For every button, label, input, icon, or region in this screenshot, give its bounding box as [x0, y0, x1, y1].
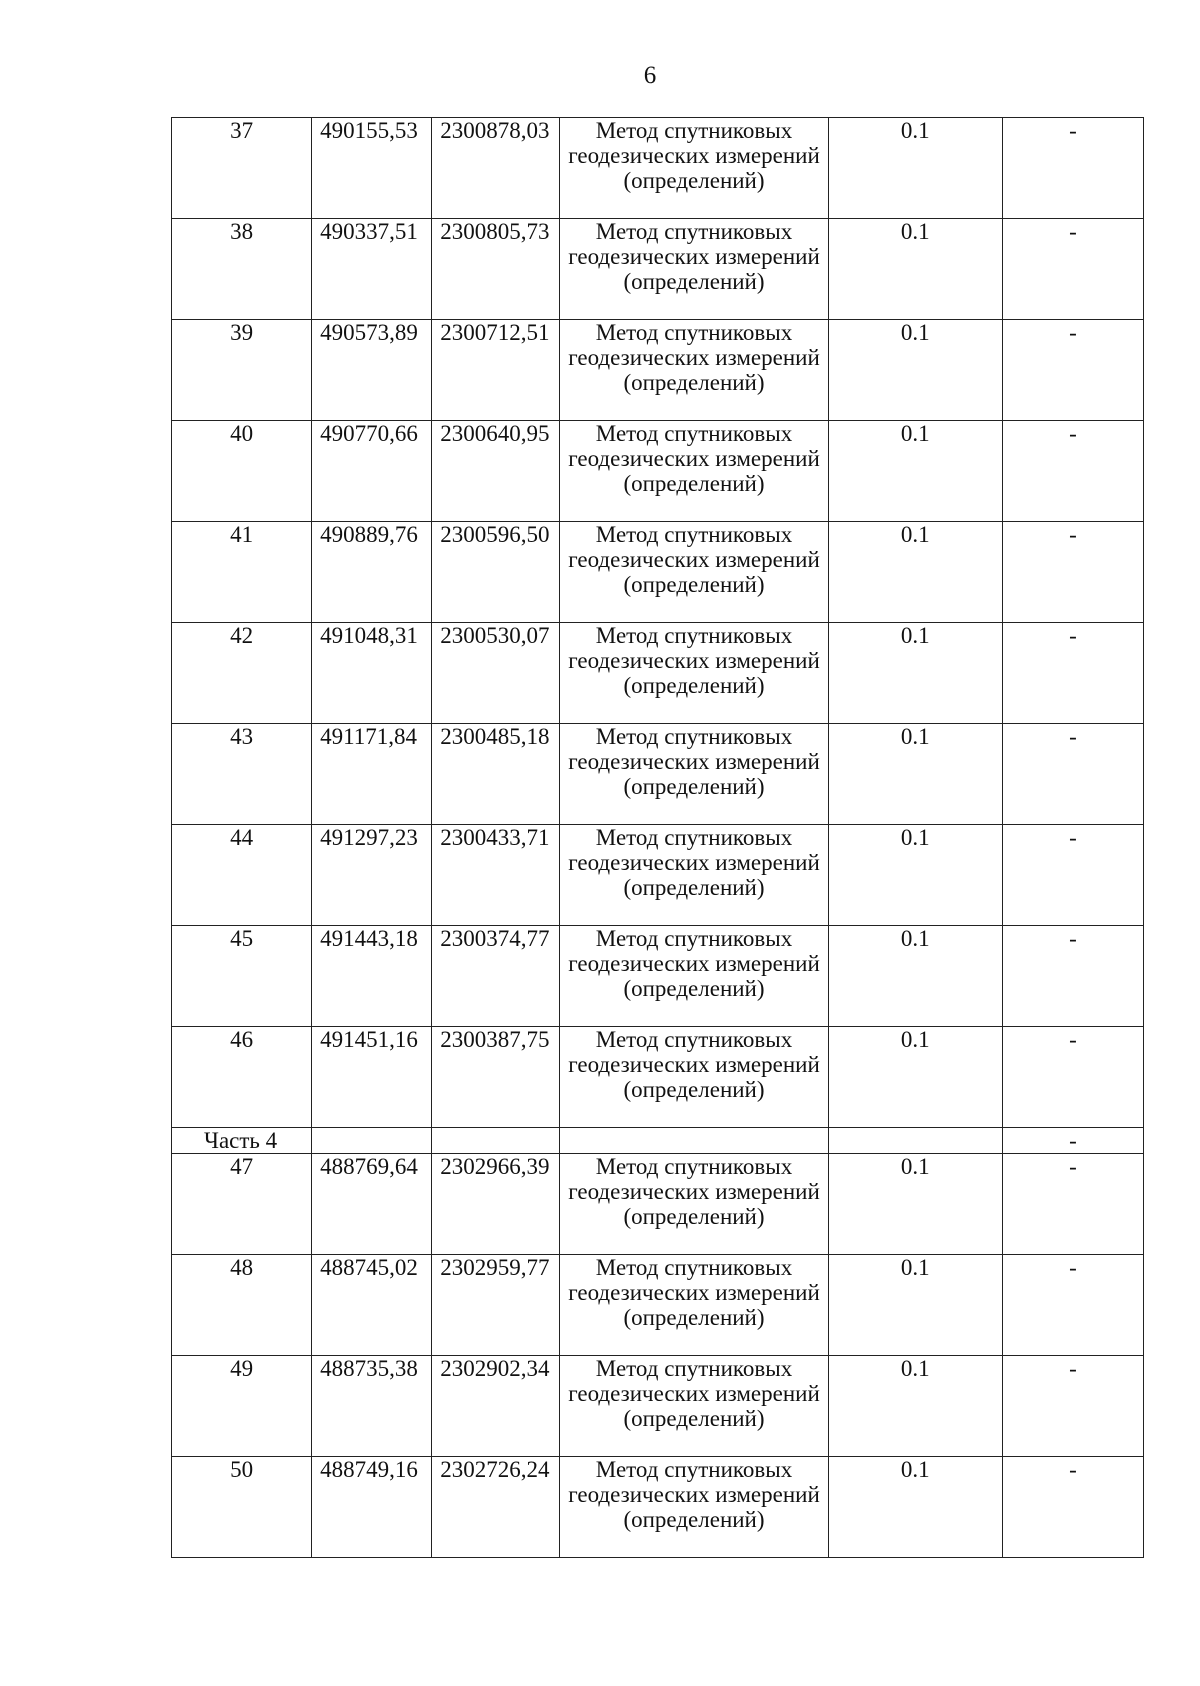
accuracy-cell: 0.1 — [828, 421, 1002, 522]
x-coordinate-cell: 488745,02 — [312, 1255, 432, 1356]
note-cell: - — [1002, 522, 1143, 623]
point-number-cell: 40 — [172, 421, 312, 522]
note-cell: - — [1002, 118, 1143, 219]
x-coordinate-cell: 490155,53 — [312, 118, 432, 219]
method-cell: Метод спутниковых геодезических измерений (определений) — [560, 118, 828, 219]
y-coordinate-cell: 2300712,51 — [432, 320, 560, 421]
point-number-cell: 38 — [172, 219, 312, 320]
x-coordinate-cell: 488769,64 — [312, 1154, 432, 1255]
table-row — [172, 1255, 1144, 1356]
table-row — [172, 1154, 1144, 1255]
accuracy-cell: 0.1 — [828, 1457, 1002, 1558]
x-coordinate-cell: 491048,31 — [312, 623, 432, 724]
y-coordinate-cell: 2300485,18 — [432, 724, 560, 825]
table-row — [172, 118, 1144, 219]
table-row — [172, 219, 1144, 320]
note-cell: - — [1002, 623, 1143, 724]
x-coordinate-cell: 488749,16 — [312, 1457, 432, 1558]
empty-cell — [432, 1128, 560, 1154]
method-cell: Метод спутниковых геодезических измерений (определений) — [560, 623, 828, 724]
method-cell: Метод спутниковых геодезических измерений (определений) — [560, 825, 828, 926]
note-cell: - — [1002, 219, 1143, 320]
table-row — [172, 825, 1144, 926]
accuracy-cell: 0.1 — [828, 1356, 1002, 1457]
x-coordinate-cell: 488735,38 — [312, 1356, 432, 1457]
table-row — [172, 623, 1144, 724]
accuracy-cell: 0.1 — [828, 522, 1002, 623]
note-cell: - — [1002, 320, 1143, 421]
point-number-cell: 39 — [172, 320, 312, 421]
y-coordinate-cell: 2300805,73 — [432, 219, 560, 320]
page-number: 6 — [643, 62, 657, 89]
note-cell: - — [1002, 421, 1143, 522]
point-number-cell: 48 — [172, 1255, 312, 1356]
point-number-cell: 45 — [172, 926, 312, 1027]
method-cell: Метод спутниковых геодезических измерений (определений) — [560, 1356, 828, 1457]
y-coordinate-cell: 2300433,71 — [432, 825, 560, 926]
method-cell: Метод спутниковых геодезических измерений (определений) — [560, 219, 828, 320]
point-number-cell: 49 — [172, 1356, 312, 1457]
method-cell: Метод спутниковых геодезических измерений (определений) — [560, 421, 828, 522]
note-cell: - — [1002, 926, 1143, 1027]
x-coordinate-cell: 491297,23 — [312, 825, 432, 926]
y-coordinate-cell: 2302959,77 — [432, 1255, 560, 1356]
point-number-cell: 46 — [172, 1027, 312, 1128]
table-row — [172, 926, 1144, 1027]
method-cell: Метод спутниковых геодезических измерений (определений) — [560, 724, 828, 825]
method-cell: Метод спутниковых геодезических измерений (определений) — [560, 1457, 828, 1558]
table-row — [172, 522, 1144, 623]
note-cell: - — [1002, 1457, 1143, 1558]
y-coordinate-cell: 2300387,75 — [432, 1027, 560, 1128]
empty-cell — [828, 1128, 1002, 1154]
point-number-cell: 44 — [172, 825, 312, 926]
table-row — [172, 421, 1144, 522]
coordinates-table-body — [172, 118, 1144, 1558]
note-cell: - — [1002, 825, 1143, 926]
point-number-cell: 43 — [172, 724, 312, 825]
accuracy-cell: 0.1 — [828, 320, 1002, 421]
part-header-row — [172, 1128, 1144, 1154]
accuracy-cell: 0.1 — [828, 219, 1002, 320]
point-number-cell: 50 — [172, 1457, 312, 1558]
empty-cell — [312, 1128, 432, 1154]
accuracy-cell: 0.1 — [828, 1255, 1002, 1356]
table-row — [172, 320, 1144, 421]
y-coordinate-cell: 2300640,95 — [432, 421, 560, 522]
y-coordinate-cell: 2302966,39 — [432, 1154, 560, 1255]
accuracy-cell: 0.1 — [828, 825, 1002, 926]
method-cell: Метод спутниковых геодезических измерений (определений) — [560, 1027, 828, 1128]
empty-cell — [560, 1128, 828, 1154]
x-coordinate-cell: 491443,18 — [312, 926, 432, 1027]
accuracy-cell: 0.1 — [828, 623, 1002, 724]
x-coordinate-cell: 490337,51 — [312, 219, 432, 320]
accuracy-cell: 0.1 — [828, 926, 1002, 1027]
accuracy-cell: 0.1 — [828, 1027, 1002, 1128]
point-number-cell: 47 — [172, 1154, 312, 1255]
table-row — [172, 1356, 1144, 1457]
note-cell: - — [1002, 1027, 1143, 1128]
method-cell: Метод спутниковых геодезических измерений (определений) — [560, 320, 828, 421]
x-coordinate-cell: 490770,66 — [312, 421, 432, 522]
table-row — [172, 724, 1144, 825]
note-cell: - — [1002, 1356, 1143, 1457]
note-cell: - — [1002, 724, 1143, 825]
note-cell: - — [1002, 1154, 1143, 1255]
point-number-cell: 42 — [172, 623, 312, 724]
point-number-cell: 37 — [172, 118, 312, 219]
y-coordinate-cell: 2302726,24 — [432, 1457, 560, 1558]
method-cell: Метод спутниковых геодезических измерений (определений) — [560, 1154, 828, 1255]
method-cell: Метод спутниковых геодезических измерений (определений) — [560, 926, 828, 1027]
x-coordinate-cell: 491451,16 — [312, 1027, 432, 1128]
note-cell: - — [1002, 1128, 1143, 1154]
y-coordinate-cell: 2300596,50 — [432, 522, 560, 623]
part-label-cell: Часть 4 — [172, 1128, 312, 1154]
coordinates-table — [171, 117, 1144, 1558]
y-coordinate-cell: 2300878,03 — [432, 118, 560, 219]
x-coordinate-cell: 491171,84 — [312, 724, 432, 825]
point-number-cell: 41 — [172, 522, 312, 623]
accuracy-cell: 0.1 — [828, 1154, 1002, 1255]
x-coordinate-cell: 490573,89 — [312, 320, 432, 421]
method-cell: Метод спутниковых геодезических измерений (определений) — [560, 522, 828, 623]
accuracy-cell: 0.1 — [828, 118, 1002, 219]
note-cell: - — [1002, 1255, 1143, 1356]
y-coordinate-cell: 2300530,07 — [432, 623, 560, 724]
method-cell: Метод спутниковых геодезических измерений (определений) — [560, 1255, 828, 1356]
y-coordinate-cell: 2302902,34 — [432, 1356, 560, 1457]
table-row — [172, 1457, 1144, 1558]
accuracy-cell: 0.1 — [828, 724, 1002, 825]
x-coordinate-cell: 490889,76 — [312, 522, 432, 623]
table-row — [172, 1027, 1144, 1128]
y-coordinate-cell: 2300374,77 — [432, 926, 560, 1027]
